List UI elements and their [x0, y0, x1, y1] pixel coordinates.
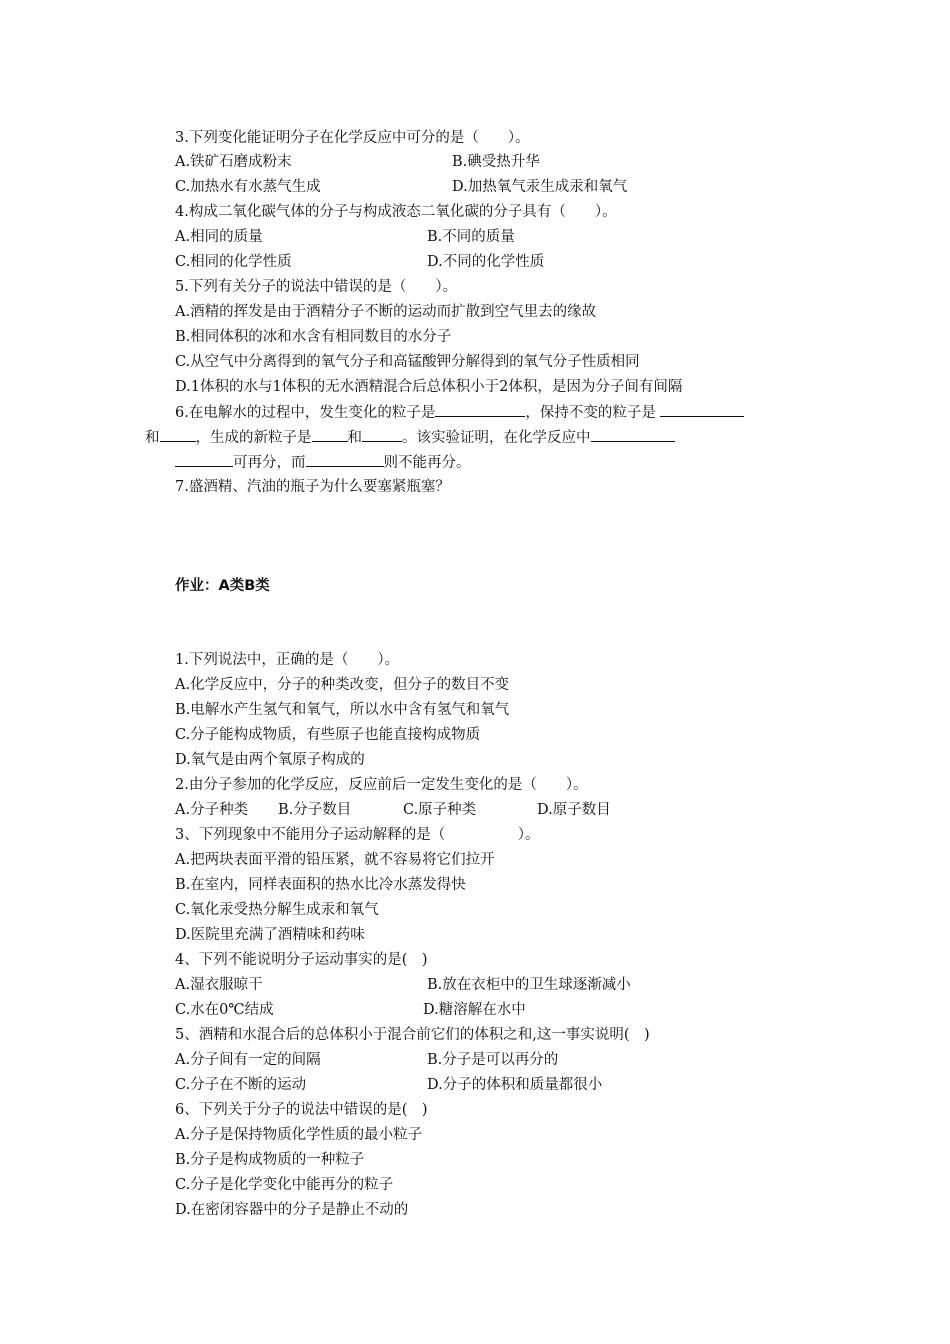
answer-blank[interactable]	[660, 402, 744, 417]
homework-2-stem: 2.由分子参加的化学反应，反应前后一定发生变化的是（ ）。	[175, 777, 588, 793]
question-5-option-a: A.酒精的挥发是由于酒精分子不断的运动而扩散到空气里去的缘故	[175, 304, 597, 320]
answer-blank[interactable]	[160, 427, 196, 442]
homework-4-option-b: B.放在衣柜中的卫生球逐渐减小	[427, 977, 631, 993]
homework-6-stem: 6、下列关于分子的说法中错误的是( )	[175, 1102, 428, 1118]
question-4-stem: 4.构成二氧化碳气体的分子与构成液态二氧化碳的分子具有（ ）。	[175, 204, 617, 220]
question-6-line2	[145, 427, 675, 448]
homework-5-option-d: D.分子的体积和质量都很小	[427, 1077, 603, 1093]
question-4-options-row2	[175, 252, 545, 272]
homework-3-option-d: D.医院里充满了酒精味和药味	[175, 927, 365, 943]
answer-blank[interactable]	[175, 452, 233, 467]
homework-5-option-b: B.分子是可以再分的	[427, 1052, 559, 1068]
question-3-options-row1	[175, 152, 540, 172]
homework-4-option-d: D.糖溶解在水中	[423, 1002, 526, 1018]
answer-blank[interactable]	[362, 427, 402, 442]
question-3-options-row2	[175, 177, 628, 197]
question-6-text-7: 可再分，而	[233, 455, 306, 471]
question-6-line3	[175, 452, 471, 473]
question-6-line1	[175, 402, 744, 423]
answer-blank[interactable]	[312, 427, 348, 442]
question-3-stem: 3.下列变化能证明分子在化学反应中可分的是（ ）。	[175, 130, 530, 146]
answer-blank[interactable]	[591, 427, 675, 442]
question-6-text-8: 则不能再分。	[383, 455, 471, 471]
homework-2-options	[175, 800, 611, 820]
homework-6-option-a: A.分子是保持物质化学性质的最小粒子	[175, 1127, 423, 1143]
question-5-option-b: B.相同体积的冰和水含有相同数目的水分子	[175, 329, 452, 345]
homework-1-option-d: D.氧气是由两个氧原子构成的	[175, 752, 365, 768]
homework-5-option-c: C.分子在不断的运动	[175, 1077, 307, 1093]
question-3-option-b: B.碘受热升华	[452, 154, 540, 170]
question-7: 7.盛酒精、汽油的瓶子为什么要塞紧瓶塞？	[175, 479, 450, 495]
question-6-text-3: 和	[145, 430, 160, 446]
question-6-text-1: 6.在电解水的过程中，发生变化的粒子是	[175, 405, 436, 421]
homework-title: 作业：A类B类	[175, 578, 270, 594]
homework-5-options-row2	[175, 1075, 603, 1095]
homework-6-option-b: B.分子是构成物质的一种粒子	[175, 1152, 365, 1168]
question-4-option-c: C.相同的化学性质	[175, 254, 292, 270]
question-3-option-c: C.加热水有水蒸气生成	[175, 179, 321, 195]
homework-4-options-row2	[175, 1000, 526, 1020]
question-3-option-a: A.铁矿石磨成粉末	[175, 154, 292, 170]
question-5-option-c: C.从空气中分离得到的氧气分子和高锰酸钾分解得到的氧气分子性质相同	[175, 354, 640, 370]
question-6-text-4: ，生成的新粒子是	[195, 430, 312, 446]
homework-3-option-c: C.氧化汞受热分解生成汞和氧气	[175, 902, 379, 918]
question-5-option-d: D.1体积的水与1体积的无水酒精混合后总体积小于2体积，是因为分子间有间隔	[175, 379, 683, 395]
homework-4-option-c: C.水在0℃结成	[175, 1002, 274, 1018]
homework-4-option-a: A.湿衣服晾干	[175, 977, 263, 993]
question-4-option-d: D.不同的化学性质	[427, 254, 545, 270]
question-3-option-d: D.加热氧气汞生成汞和氧气	[452, 179, 628, 195]
question-4-option-a: A.相同的质量	[175, 229, 263, 245]
homework-1-option-c: C.分子能构成物质，有些原子也能直接构成物质	[175, 727, 481, 743]
homework-1-option-a: A.化学反应中，分子的种类改变，但分子的数目不变	[175, 677, 510, 693]
question-6-text-6: 。该实验证明，在化学反应中	[402, 430, 591, 446]
question-5-stem: 5.下列有关分子的说法中错误的是（ ）。	[175, 279, 458, 295]
homework-5-option-a: A.分子间有一定的间隔	[175, 1052, 321, 1068]
answer-blank[interactable]	[435, 402, 525, 417]
homework-3-stem: 3、下列现象中不能用分子运动解释的是（ ）。	[175, 827, 540, 843]
homework-1-option-b: B.电解水产生氢气和氧气，所以水中含有氢气和氧气	[175, 702, 510, 718]
homework-1-stem: 1.下列说法中，正确的是（ ）。	[175, 652, 400, 668]
homework-2-option-a: A.分子种类	[175, 802, 249, 818]
homework-6-option-c: C.分子是化学变化中能再分的粒子	[175, 1177, 394, 1193]
homework-2-option-c: C.原子种类	[403, 802, 477, 818]
answer-blank[interactable]	[306, 452, 384, 467]
question-6-text-5: 和	[347, 430, 362, 446]
homework-2-option-d: D.原子数目	[537, 802, 611, 818]
homework-3-option-b: B.在室内，同样表面积的热水比冷水蒸发得快	[175, 877, 466, 893]
question-4-options-row1	[175, 227, 515, 247]
homework-2-option-b: B.分子数目	[278, 802, 352, 818]
homework-5-stem: 5、酒精和水混合后的总体积小于混合前它们的体积之和,这一事实说明( )	[175, 1027, 650, 1043]
homework-4-stem: 4、下列不能说明分子运动事实的是( )	[175, 952, 428, 968]
homework-3-option-a: A.把两块表面平滑的铅压紧，就不容易将它们拉开	[175, 852, 495, 868]
question-6-text-2: ，保持不变的粒子是	[525, 405, 656, 421]
homework-5-options-row1	[175, 1050, 559, 1070]
question-4-option-b: B.不同的质量	[427, 229, 515, 245]
homework-6-option-d: D.在密闭容器中的分子是静止不动的	[175, 1202, 409, 1218]
homework-4-options-row1	[175, 975, 631, 995]
